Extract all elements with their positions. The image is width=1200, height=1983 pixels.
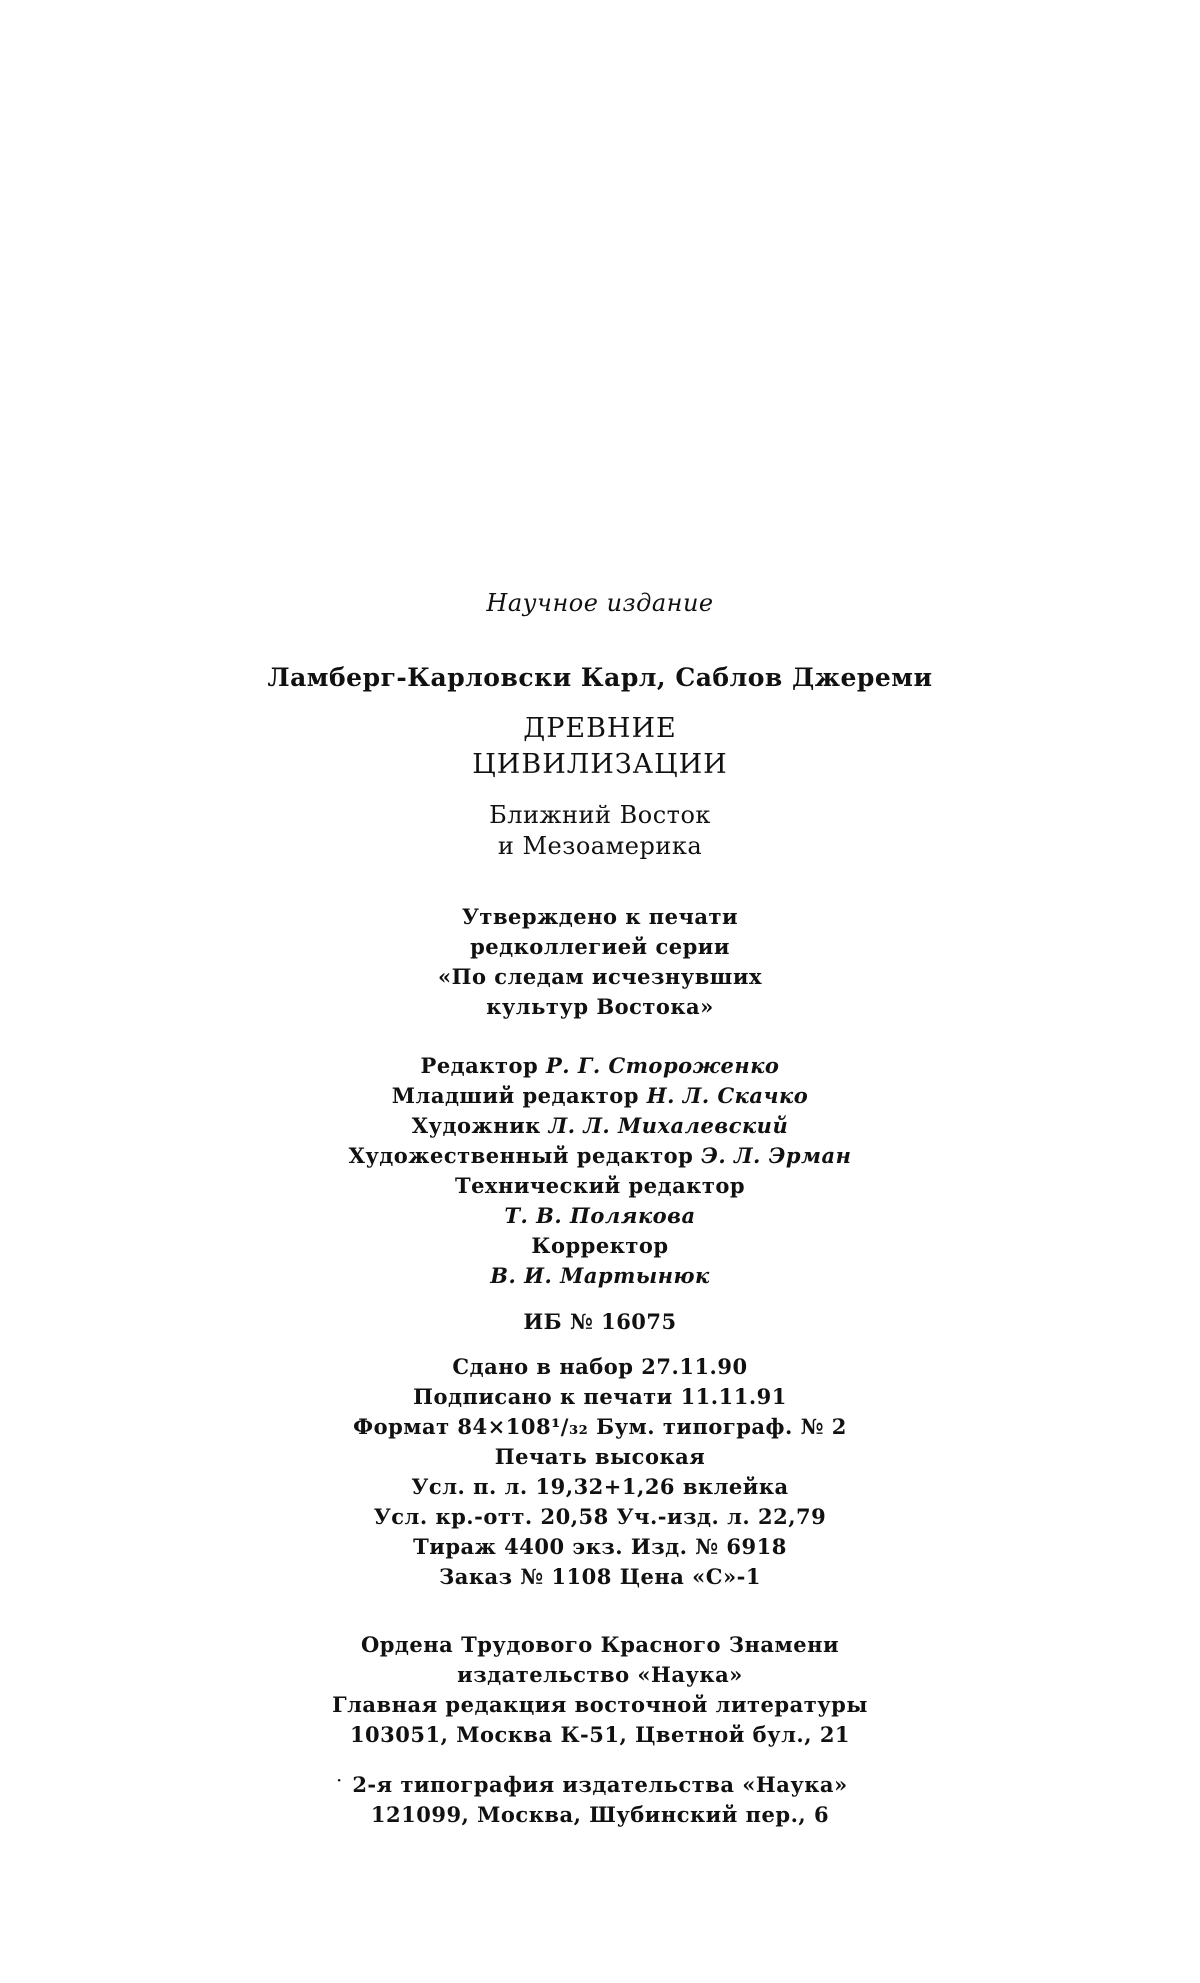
subtitle-line-1: Ближний Восток [489, 801, 711, 829]
credit-junior-editor [0, 1081, 1200, 1111]
credit-person: Э. Л. Эрман [701, 1143, 852, 1168]
approval-line-1: Утверждено к печати [461, 904, 739, 929]
credit-role: Художник [411, 1113, 541, 1138]
credit-role: Младший редактор [391, 1083, 639, 1108]
publisher-line: 103051, Москва К-51, Цветной бул., 21 [349, 1722, 851, 1747]
print-info-line: Подписано к печати 11.11.91 [413, 1384, 787, 1409]
credit-person: Л. Л. Михалевский [548, 1113, 789, 1138]
subtitle-line-2: и Мезоамерика [497, 832, 703, 860]
publisher-line: издательство «Наука» [457, 1662, 743, 1687]
credit-artist [0, 1111, 1200, 1141]
printer-line: 121099, Москва, Шубинский пер., 6 [370, 1802, 830, 1827]
credit-tech-editor-role: Технический редактор [454, 1173, 746, 1198]
print-info-line: Заказ № 1108 Цена «С»-1 [439, 1564, 761, 1589]
book-title-line-2: ЦИВИЛИЗАЦИИ [472, 749, 728, 780]
credit-proofreader-role: Корректор [531, 1233, 669, 1258]
dash-mark: · [336, 1768, 343, 1792]
approval-line-2: редколлегией серии [470, 934, 730, 959]
print-info-line: Усл. п. л. 19,32+1,26 вклейка [411, 1474, 789, 1499]
credit-tech-editor-name: Т. В. Полякова [504, 1203, 696, 1228]
print-info-line: Сдано в набор 27.11.90 [452, 1354, 748, 1379]
credit-role: Художественный редактор [348, 1143, 694, 1168]
publisher-line: Главная редакция восточной литературы [332, 1692, 868, 1717]
print-info-line: Тираж 4400 экз. Изд. № 6918 [413, 1534, 787, 1559]
print-info-line: Формат 84×108¹/₃₂ Бум. типограф. № 2 [353, 1414, 847, 1439]
print-info-line: Печать высокая [494, 1444, 706, 1469]
authors: Ламберг-Карловски Карл, Саблов Джереми [267, 663, 933, 692]
credit-person: Н. Л. Скачко [646, 1083, 809, 1108]
print-info-line: Усл. кр.-отт. 20,58 Уч.-изд. л. 22,79 [373, 1504, 827, 1529]
credit-role: Редактор [420, 1053, 539, 1078]
printer-line: 2-я типография издательства «Наука» [352, 1772, 848, 1797]
credit-person: Р. Г. Стороженко [545, 1053, 780, 1078]
book-title-line-1: ДРЕВНИЕ [523, 713, 677, 744]
publisher-line: Ордена Трудового Красного Знамени [360, 1632, 840, 1657]
credit-proofreader-name: В. И. Мартынюк [490, 1263, 710, 1288]
credit-art-editor [0, 1141, 1200, 1171]
ib-number: ИБ № 16075 [523, 1309, 677, 1334]
credit-editor [0, 1051, 1200, 1081]
edition-type: Научное издание [486, 589, 714, 617]
approval-line-4: культур Востока» [486, 994, 714, 1019]
approval-line-3: «По следам исчезнувших [438, 964, 762, 989]
